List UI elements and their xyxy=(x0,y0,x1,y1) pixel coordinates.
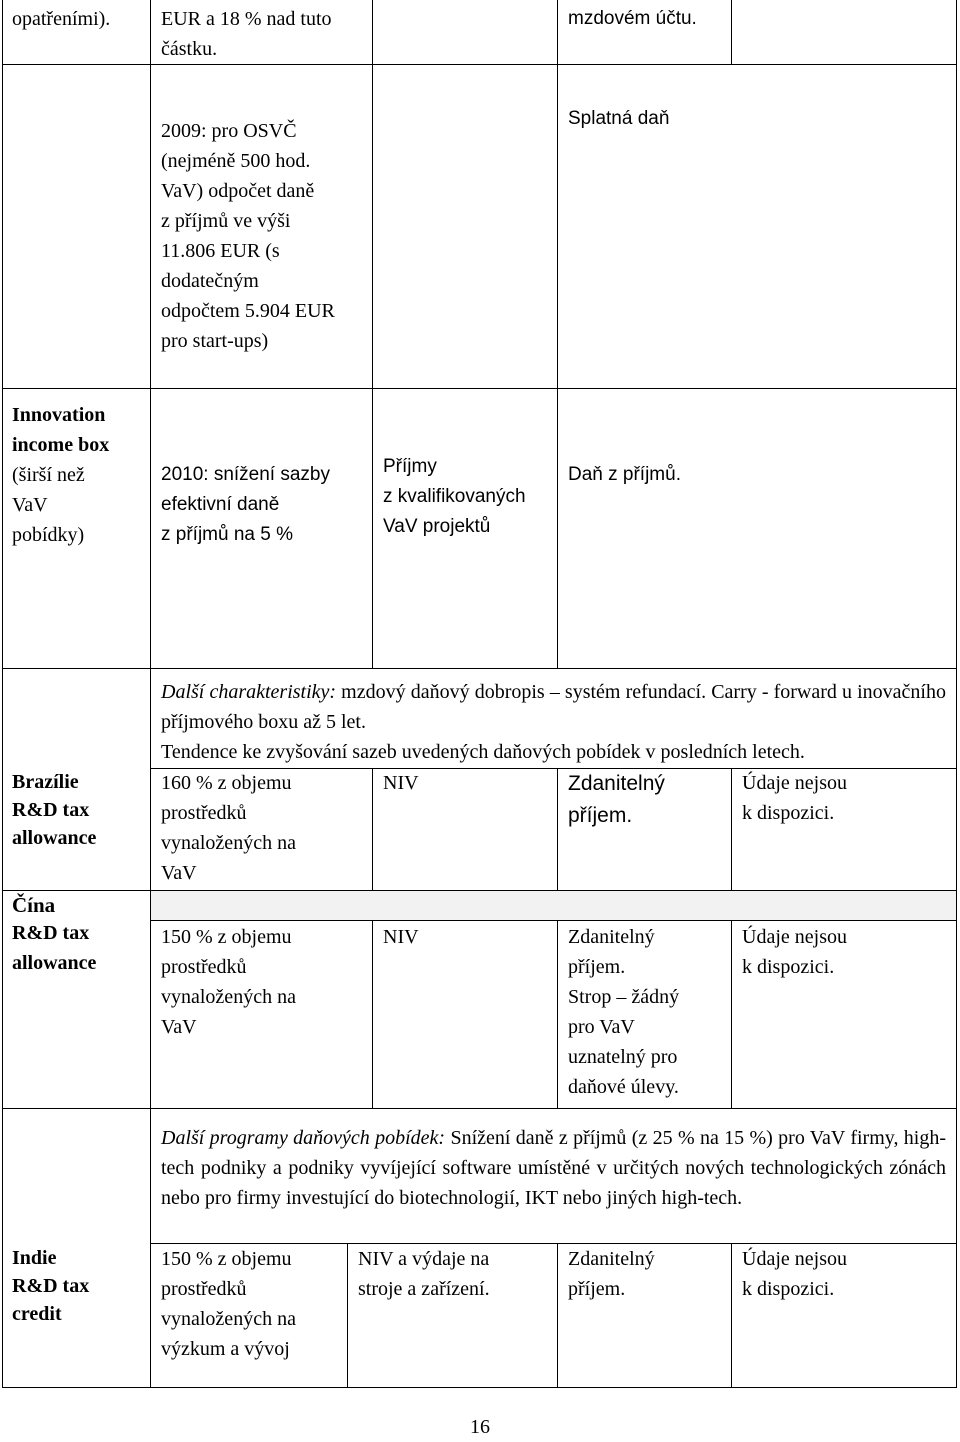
further-characteristics-tendency: Tendence ke zvyšování sazeb uvedených daňových pobídek v posledních letech. xyxy=(161,741,805,763)
col-divider-4c xyxy=(731,920,732,1108)
row-divider-innovation xyxy=(2,388,957,389)
row-2009-c2: 2009: pro OSVČ (nejméně 500 hod. VaV) odpočet daně z příjmů ve výši 11.806 EUR (s dodatečným odpočtem 5.904 EUR pro start-ups) xyxy=(161,120,335,352)
china-c4: Zdanitelný příjem. Strop – žádný pro VaV uznatelný pro daňové úlevy. xyxy=(568,926,680,1098)
col-divider-3b xyxy=(557,768,558,890)
innovation-name: Innovation income box xyxy=(12,404,110,456)
further-programs-label: Další programy daňových pobídek: xyxy=(161,1127,446,1149)
page-number: 16 xyxy=(470,1416,490,1438)
innovation-note: (širší než VaV pobídky) xyxy=(12,464,85,546)
china-name-country: Čína xyxy=(12,893,56,917)
row-divider-5 xyxy=(2,1108,957,1109)
col-divider-2d xyxy=(347,1243,348,1388)
brazil-c2: 160 % z objemu prostředků vynaložených na VaV xyxy=(161,772,296,884)
brazil-c5: Údaje nejsou k dispozici. xyxy=(742,772,847,824)
col-divider-3a xyxy=(557,0,558,668)
continuation-c2: EUR a 18 % nad tuto částku. xyxy=(161,8,332,60)
row-divider-4 xyxy=(150,920,957,921)
table-bottom xyxy=(2,1387,957,1388)
col-divider-3d xyxy=(557,1243,558,1388)
further-programs xyxy=(161,1123,946,1213)
india-c3: NIV a výdaje na stroje a zařízení. xyxy=(358,1248,490,1300)
brazil-c3: NIV xyxy=(383,772,419,794)
continuation-c1: opatřeními). xyxy=(12,8,111,30)
china-c2: 150 % z objemu prostředků vynaložených na VaV xyxy=(161,926,296,1038)
further-programs-text: Snížení daně z příjmů (z 25 % na 15 %) pro VaV firmy, high-tech podniky a podniky vyvíjející software umístěné v určitých nových technologických zónách nebo pro firmy investující do biotechnologií, IKT nebo jiných high-tech. xyxy=(161,1127,947,1209)
col-divider-4d xyxy=(731,1243,732,1388)
brazil-c4: Zdanitelný příjem. xyxy=(568,772,665,827)
continuation-c4: mzdovém účtu. xyxy=(568,8,697,29)
row-2009-c4: Splatná daň xyxy=(568,108,670,129)
china-c5: Údaje nejsou k dispozici. xyxy=(742,926,847,978)
china-c3: NIV xyxy=(383,926,419,948)
china-name-rest: R&D tax allowance xyxy=(12,922,97,974)
india-c4: Zdanitelný příjem. xyxy=(568,1248,655,1300)
india-name: Indie R&D tax credit xyxy=(12,1247,90,1325)
col-divider-4a xyxy=(731,0,732,64)
india-c2: 150 % z objemu prostředků vynaložených na výzkum a vývoj xyxy=(161,1248,296,1360)
row-divider-2 xyxy=(2,668,957,669)
india-c5: Údaje nejsou k dispozici. xyxy=(742,1248,847,1300)
innovation-c4: Daň z příjmů. xyxy=(568,464,681,485)
spacer-row xyxy=(151,891,956,920)
further-characteristics xyxy=(161,677,946,737)
col-divider-4b xyxy=(731,768,732,890)
innovation-c2: 2010: snížení sazby efektivní daně z příjmů na 5 % xyxy=(161,464,330,545)
col-divider-1 xyxy=(150,0,151,1388)
brazil-name: Brazílie R&D tax allowance xyxy=(12,771,97,849)
row-divider-1 xyxy=(2,64,957,65)
col-divider-2b xyxy=(372,768,373,890)
further-characteristics-text: mzdový daňový dobropis – systém refundací. Carry - forward u inovačního příjmového boxu až 5 let. xyxy=(161,681,946,733)
further-characteristics-label: Další charakteristiky: xyxy=(161,681,337,703)
col-divider-2c xyxy=(372,920,373,1108)
col-divider-3c xyxy=(557,920,558,1108)
col-divider-2a xyxy=(372,0,373,668)
innovation-c3: Příjmy z kvalifikovaných VaV projektů xyxy=(383,456,526,537)
